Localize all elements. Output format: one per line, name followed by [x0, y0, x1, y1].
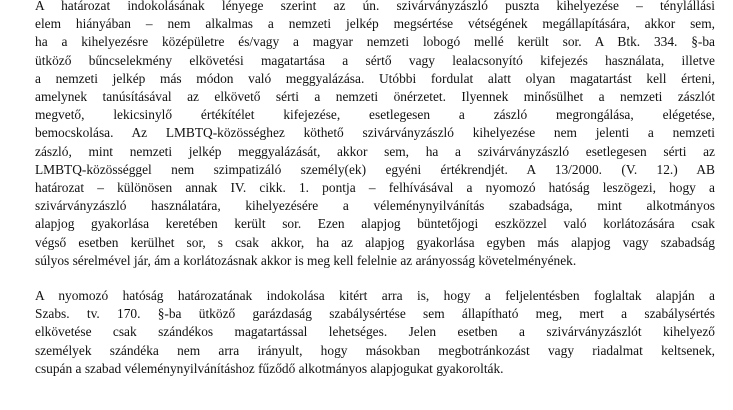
text-line: elem hiányában – nem alkalmas a nemzeti jelkép megsértése vétségének megállapítására, akkor sem, — [35, 16, 715, 32]
text-line: alapjog gyakorlása keretében került sor. Ezen alapjog büntetőjogi eszközzel való korlátozására csak — [35, 216, 715, 232]
text-line: ütköző bűncselekmény elkövetési magatartása a sértő vagy lealacsonyító kifejezés használata, illetve — [35, 52, 715, 68]
text-line: bemocskolása. Az LMBTQ-közösséghez köthető szivárványzászló kihelyezése nem jelenti a nemzeti — [35, 125, 715, 141]
paragraph-2 — [35, 287, 715, 378]
text-line: szivárványzászló használatára, kihelyezésére a véleménynyilvánítás szabadsága, mint alkotmányos — [35, 198, 715, 214]
text-line: elkövetése csak szándékos magatartással lehetséges. Jelen esetben a szivárványzászlót kihelyező — [35, 324, 715, 340]
text-line: határozat – különösen annak IV. cikk. 1. pontja – felhívásával a nyomozó hatóság leszögezi, hogy a — [35, 180, 715, 196]
paragraph-spacer — [35, 270, 715, 287]
text-line: csupán a szabad véleménynyilvánításhoz fűződő alkotmányos alapjogukat gyakorolták. — [35, 360, 504, 376]
text-line: végső esetben kerülhet sor, s csak akkor, ha az alapjog gyakorlása egyben más alapjog vagy szabadság — [35, 234, 715, 250]
text-line: A nyomozó hatóság határozatának indokolása kitért arra is, hogy a feljelentésben foglaltak alapján a — [35, 288, 715, 304]
text-line: megvető, lekicsinylő értékítélet kifejezése, esetlegesen a zászló megrongálása, elégetése, — [35, 107, 715, 123]
text-line: amelynek tanúsításával az elkövető sérti a nemzeti önérzetet. Ilyennek minősülhet a nemzeti zászlót — [35, 89, 715, 105]
text-line: zászló, mint nemzeti jelkép meggyalázását, akkor sem, ha a szivárványzászló esetlegesen sérti az — [35, 143, 715, 159]
text-line: Szabs. tv. 170. §-ba ütköző garázdaság szabálysértése sem állapítható meg, mert a szabálysértés — [35, 306, 715, 322]
text-line: súlyos sérelmével jár, ám a korlátozásnak akkor is meg kell felelnie az arányosság követelményének. — [35, 252, 577, 268]
text-line: a nemzeti jelkép más módon való meggyalázása. Utóbbi fordulat alatt olyan magatartást kell érteni, — [35, 70, 715, 86]
text-line: LMBTQ-közösséggel nem szimpatizáló személy(ek) egyéni értékrendjét. A 13/2000. (V. 12.) AB — [35, 161, 715, 177]
text-line: ha a kihelyezésre középületre és/vagy a magyar nemzeti lobogó mellé került sor. A Btk. 334. §-ba — [35, 34, 715, 50]
text-line: személyek szándéka nem arra irányult, hogy másokban megbotránkozást vagy riadalmat keltsenek, — [35, 342, 715, 358]
document-page — [35, 0, 715, 378]
paragraph-1 — [35, 0, 715, 270]
text-line: A határozat indokolásának lényege szerint az ún. szivárványzászló puszta kihelyezése – ténylállási — [35, 0, 715, 13]
